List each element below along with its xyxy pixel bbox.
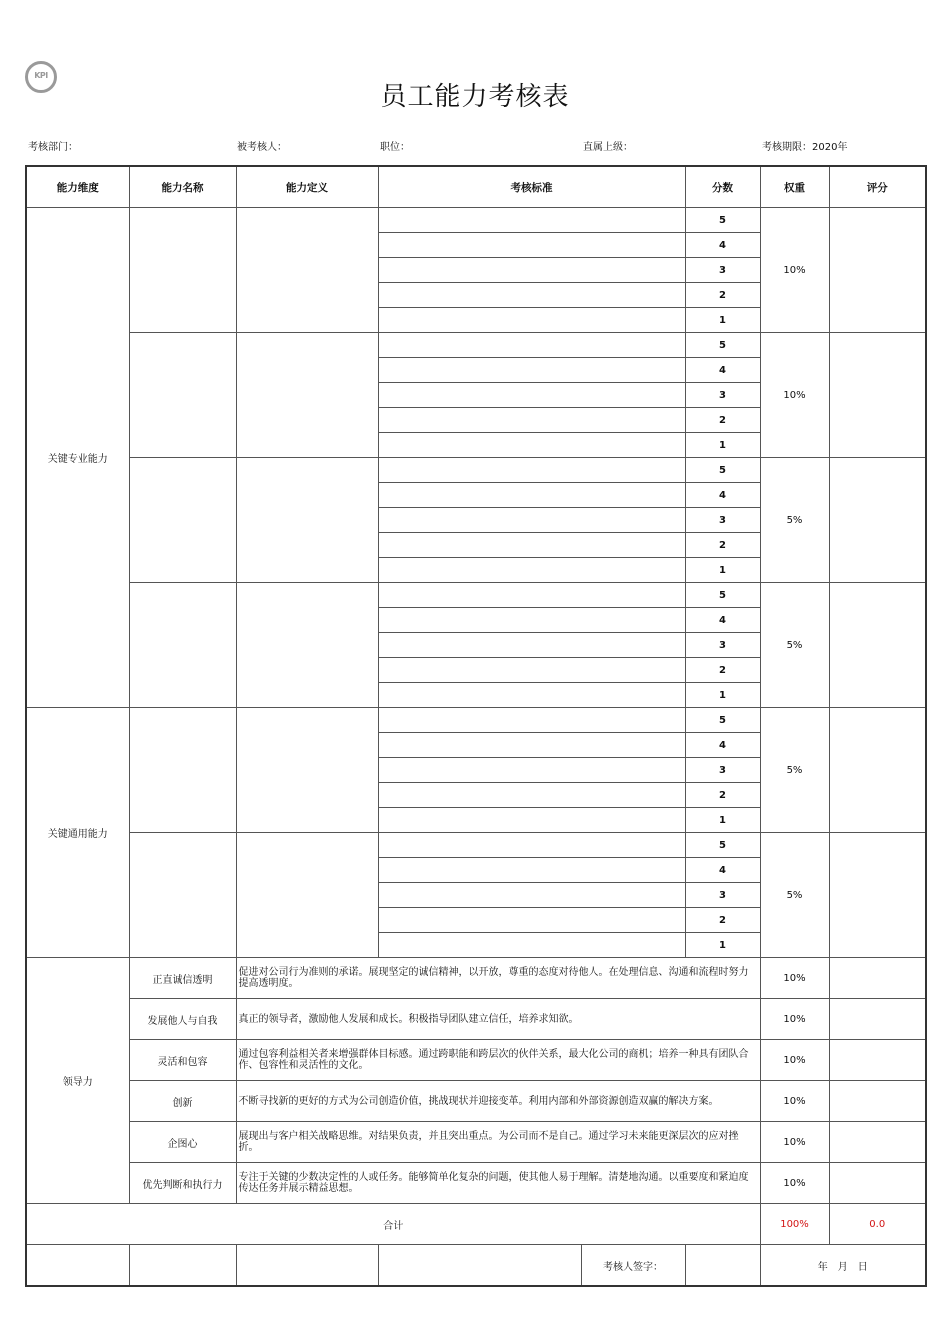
leadership-definition-cell: 不断寻找新的更好的方式为公司创造价值，挑战现状并迎接变革。利用内部和外部资源创造双赢的解决方案。 <box>236 1081 760 1122</box>
weight-cell: 10% <box>760 208 829 333</box>
score-row <box>26 208 926 233</box>
leadership-definition-cell: 专注于关键的少数决定性的人或任务。能够简单化复杂的问题，使其他人易于理解。清楚地沟通。以重要度和紧迫度传达任务并展示精益思想。 <box>236 1163 760 1204</box>
leadership-row <box>26 999 926 1040</box>
leadership-name-cell: 灵活和包容 <box>129 1040 236 1081</box>
score-level-cell: 3 <box>685 758 760 783</box>
standard-cell[interactable] <box>378 708 685 733</box>
standard-cell[interactable] <box>378 683 685 708</box>
rating-cell[interactable] <box>829 833 926 958</box>
score-level-cell: 1 <box>685 683 760 708</box>
leadership-row <box>26 1122 926 1163</box>
leadership-name-cell: 正直诚信透明 <box>129 958 236 999</box>
header-row <box>26 166 926 208</box>
info-person: 被考核人： <box>237 142 287 153</box>
ability-name-cell[interactable] <box>129 583 236 708</box>
standard-cell[interactable] <box>378 433 685 458</box>
score-level-cell: 4 <box>685 858 760 883</box>
ability-name-cell[interactable] <box>129 208 236 333</box>
score-level-cell: 2 <box>685 283 760 308</box>
signature-blank-1 <box>26 1245 129 1287</box>
leadership-rating-cell[interactable] <box>829 1163 926 1204</box>
ability-definition-cell[interactable] <box>236 333 378 458</box>
standard-cell[interactable] <box>378 233 685 258</box>
score-level-cell: 1 <box>685 308 760 333</box>
score-level-cell: 4 <box>685 608 760 633</box>
score-level-cell: 2 <box>685 408 760 433</box>
score-level-cell: 2 <box>685 533 760 558</box>
standard-cell[interactable] <box>378 308 685 333</box>
weight-cell: 5% <box>760 458 829 583</box>
ability-name-cell[interactable] <box>129 708 236 833</box>
header-standard: 考核标准 <box>378 166 685 208</box>
header-dimension: 能力维度 <box>26 166 129 208</box>
info-dept: 考核部门： <box>28 142 78 153</box>
leadership-weight-cell: 10% <box>760 1163 829 1204</box>
total-row <box>26 1204 926 1245</box>
score-level-cell: 5 <box>685 583 760 608</box>
rating-cell[interactable] <box>829 208 926 333</box>
score-level-cell: 1 <box>685 558 760 583</box>
leadership-name-cell: 发展他人与自我 <box>129 999 236 1040</box>
weight-cell: 5% <box>760 833 829 958</box>
score-level-cell: 5 <box>685 708 760 733</box>
weight-cell: 5% <box>760 708 829 833</box>
score-level-cell: 3 <box>685 883 760 908</box>
total-weight: 100% <box>760 1204 829 1245</box>
leadership-name-cell: 企图心 <box>129 1122 236 1163</box>
header-weight: 权重 <box>760 166 829 208</box>
standard-cell[interactable] <box>378 833 685 858</box>
total-score: 0.0 <box>829 1204 926 1245</box>
weight-cell: 10% <box>760 333 829 458</box>
standard-cell[interactable] <box>378 933 685 958</box>
signature-date: 年 月 日 <box>760 1245 926 1287</box>
standard-cell[interactable] <box>378 208 685 233</box>
leadership-name-cell: 创新 <box>129 1081 236 1122</box>
standard-cell[interactable] <box>378 883 685 908</box>
ability-name-cell[interactable] <box>129 833 236 958</box>
leadership-name-cell: 优先判断和执行力 <box>129 1163 236 1204</box>
header-rating: 评分 <box>829 166 926 208</box>
standard-cell[interactable] <box>378 283 685 308</box>
info-superior: 直属上级： <box>583 142 633 153</box>
standard-cell[interactable] <box>378 408 685 433</box>
leadership-definition-cell: 展现出与客户相关战略思维。对结果负责，并且突出重点。为公司而不是自己。通过学习未来能更深层次的应对挫折。 <box>236 1122 760 1163</box>
score-row <box>26 583 926 608</box>
score-level-cell: 2 <box>685 658 760 683</box>
rating-cell[interactable] <box>829 333 926 458</box>
leadership-definition-cell: 通过包容利益相关者来增强群体目标感。通过跨职能和跨层次的伙伴关系，最大化公司的商机；培养一种具有团队合作、包容性和灵活性的文化。 <box>236 1040 760 1081</box>
score-level-cell: 5 <box>685 833 760 858</box>
assessment-table <box>25 165 927 1287</box>
standard-cell[interactable] <box>378 558 685 583</box>
rating-cell[interactable] <box>829 583 926 708</box>
total-label: 合计 <box>26 1204 760 1245</box>
leadership-row <box>26 1040 926 1081</box>
signature-row <box>26 1245 926 1287</box>
score-level-cell: 5 <box>685 208 760 233</box>
score-level-cell: 2 <box>685 783 760 808</box>
leadership-definition-cell: 促进对公司行为准则的承诺。展现坚定的诚信精神，以开放，尊重的态度对待他人。在处理信息、沟通和流程时努力提高透明度。 <box>236 958 760 999</box>
leadership-weight-cell: 10% <box>760 999 829 1040</box>
header-name: 能力名称 <box>129 166 236 208</box>
header-score: 分数 <box>685 166 760 208</box>
score-level-cell: 1 <box>685 808 760 833</box>
standard-cell[interactable] <box>378 733 685 758</box>
standard-cell[interactable] <box>378 858 685 883</box>
standard-cell[interactable] <box>378 658 685 683</box>
standard-cell[interactable] <box>378 633 685 658</box>
leadership-definition-cell: 真正的领导者，激励他人发展和成长。积极指导团队建立信任，培养求知欲。 <box>236 999 760 1040</box>
score-level-cell: 4 <box>685 233 760 258</box>
weight-cell: 5% <box>760 583 829 708</box>
ability-definition-cell[interactable] <box>236 833 378 958</box>
signature-blank-4 <box>378 1245 581 1287</box>
score-level-cell: 1 <box>685 433 760 458</box>
ability-name-cell[interactable] <box>129 333 236 458</box>
leadership-row <box>26 1163 926 1204</box>
leadership-rating-cell[interactable] <box>829 1122 926 1163</box>
standard-cell[interactable] <box>378 608 685 633</box>
header-definition: 能力定义 <box>236 166 378 208</box>
score-level-cell: 5 <box>685 458 760 483</box>
score-row <box>26 708 926 733</box>
score-level-cell: 2 <box>685 908 760 933</box>
signature-blank-2 <box>129 1245 236 1287</box>
leadership-rating-cell[interactable] <box>829 1040 926 1081</box>
signature-label: 考核人签字： <box>581 1245 685 1287</box>
dimension-cell-general: 关键通用能力 <box>26 708 129 958</box>
leadership-rating-cell[interactable] <box>829 999 926 1040</box>
info-period: 考核期限：2020年 <box>762 142 848 153</box>
score-row <box>26 333 926 358</box>
signature-blank-3 <box>236 1245 378 1287</box>
score-level-cell: 4 <box>685 358 760 383</box>
leadership-row <box>26 1081 926 1122</box>
standard-cell[interactable] <box>378 383 685 408</box>
ability-definition-cell[interactable] <box>236 208 378 333</box>
score-level-cell: 4 <box>685 483 760 508</box>
dimension-cell-leadership: 领导力 <box>26 958 129 1204</box>
page-title: 员工能力考核表 <box>380 82 570 112</box>
leadership-weight-cell: 10% <box>760 1081 829 1122</box>
score-level-cell: 3 <box>685 508 760 533</box>
standard-cell[interactable] <box>378 808 685 833</box>
leadership-weight-cell: 10% <box>760 1040 829 1081</box>
leadership-rating-cell[interactable] <box>829 1081 926 1122</box>
ability-definition-cell[interactable] <box>236 708 378 833</box>
standard-cell[interactable] <box>378 358 685 383</box>
score-level-cell: 3 <box>685 258 760 283</box>
ability-definition-cell[interactable] <box>236 458 378 583</box>
info-position: 职位： <box>380 142 410 153</box>
score-level-cell: 3 <box>685 383 760 408</box>
standard-cell[interactable] <box>378 783 685 808</box>
rating-cell[interactable] <box>829 708 926 833</box>
leadership-weight-cell: 10% <box>760 1122 829 1163</box>
kpi-logo-icon: KPI <box>25 61 57 93</box>
score-level-cell: 3 <box>685 633 760 658</box>
ability-name-cell[interactable] <box>129 458 236 583</box>
leadership-row <box>26 958 926 999</box>
standard-cell[interactable] <box>378 533 685 558</box>
standard-cell[interactable] <box>378 458 685 483</box>
standard-cell[interactable] <box>378 908 685 933</box>
standard-cell[interactable] <box>378 508 685 533</box>
rating-cell[interactable] <box>829 458 926 583</box>
score-level-cell: 1 <box>685 933 760 958</box>
leadership-weight-cell: 10% <box>760 958 829 999</box>
standard-cell[interactable] <box>378 583 685 608</box>
leadership-rating-cell[interactable] <box>829 958 926 999</box>
standard-cell[interactable] <box>378 758 685 783</box>
score-level-cell: 5 <box>685 333 760 358</box>
dimension-cell-professional: 关键专业能力 <box>26 208 129 708</box>
score-row <box>26 458 926 483</box>
standard-cell[interactable] <box>378 333 685 358</box>
standard-cell[interactable] <box>378 483 685 508</box>
score-level-cell: 4 <box>685 733 760 758</box>
signature-field[interactable] <box>685 1245 760 1287</box>
ability-definition-cell[interactable] <box>236 583 378 708</box>
score-row <box>26 833 926 858</box>
standard-cell[interactable] <box>378 258 685 283</box>
